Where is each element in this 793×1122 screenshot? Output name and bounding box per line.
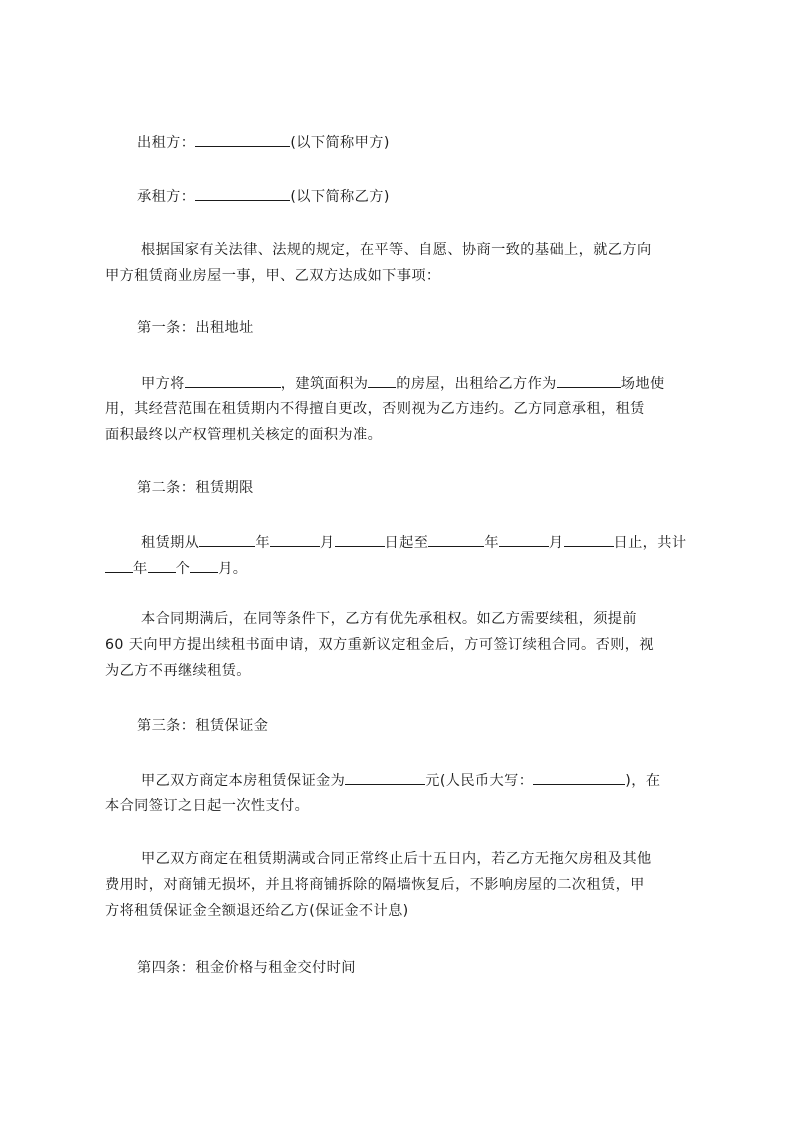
a2-end: 日止，共计 xyxy=(613,535,687,551)
article-3-p2-line-2: 费用时，对商铺无损坏，并且将商铺拆除的隔墙恢复后，不影响房屋的二次租赁，甲 xyxy=(105,877,645,893)
a2-total-year: 年 xyxy=(133,561,148,577)
start-year-blank[interactable] xyxy=(199,532,255,547)
article-1-line-1 xyxy=(105,373,701,394)
total-months-blank[interactable] xyxy=(190,558,218,573)
a1-text-c: 的房屋，出租给乙方作为 xyxy=(396,376,557,392)
a2-year: 年 xyxy=(255,535,270,551)
end-year-blank[interactable] xyxy=(428,532,484,547)
article-3-p2-line-3: 方将租赁保证金全额退还给乙方(保证金不计息) xyxy=(105,903,409,919)
article-4-title: 第四条：租金价格与租金交付时间 xyxy=(137,960,356,976)
end-day-blank[interactable] xyxy=(564,532,614,547)
lessor-line xyxy=(137,132,701,153)
a3-text-a: 甲乙双方商定本房租赁保证金为 xyxy=(141,773,346,789)
a2-year2: 年 xyxy=(484,535,499,551)
preamble-line-1: 根据国家有关法律、法规的规定，在平等、自愿、协商一致的基础上，就乙方向 xyxy=(141,242,652,258)
article-1-line-3: 面积最终以产权管理机关核定的面积为准。 xyxy=(105,427,383,443)
a2-text-from: 租赁期从 xyxy=(141,535,200,551)
article-1-title: 第一条：出租地址 xyxy=(137,320,254,336)
total-years-blank[interactable] xyxy=(105,558,133,573)
article-2-p2-line-1: 本合同期满后，在同等条件下，乙方有优先承租权。如乙方需要续租，须提前 xyxy=(141,611,637,627)
start-day-blank[interactable] xyxy=(335,532,385,547)
a1-text-a: 甲方将 xyxy=(141,376,185,392)
a2-total-month: 月。 xyxy=(218,561,248,577)
a1-text-d: 场地使 xyxy=(620,376,665,392)
a1-text-b: ，建筑面积为 xyxy=(280,376,369,392)
end-month-blank[interactable] xyxy=(499,532,549,547)
lessee-label: 承租方： xyxy=(137,189,196,205)
a2-month2: 月 xyxy=(548,535,564,551)
lessor-label: 出租方： xyxy=(137,135,196,151)
a2-day-to: 日起至 xyxy=(384,535,429,551)
preamble-line-2: 甲方租赁商业房屋一事，甲、乙双方达成如下事项： xyxy=(105,268,441,284)
article-2-title: 第二条：租赁期限 xyxy=(137,480,254,496)
a2-month: 月 xyxy=(319,535,335,551)
lessee-line xyxy=(137,186,701,207)
total-ge-blank[interactable] xyxy=(148,558,176,573)
article-1-line-2: 用，其经营范围在租赁期内不得擅自更改，否则视为乙方违约。乙方同意承租，租赁 xyxy=(105,401,645,417)
a2-total-ge: 个 xyxy=(175,561,191,577)
start-month-blank[interactable] xyxy=(270,532,320,547)
deposit-uppercase-blank[interactable] xyxy=(533,770,625,785)
article-3-title: 第三条：租赁保证金 xyxy=(137,718,269,734)
a3-text-c: )，在 xyxy=(625,773,661,789)
usage-blank[interactable] xyxy=(557,373,621,388)
area-blank[interactable] xyxy=(368,373,396,388)
article-3-p2-line-1: 甲乙双方商定在租赁期满或合同正常终止后十五日内，若乙方无拖欠房租及其他 xyxy=(141,851,652,867)
article-2-p2-line-2: 60 天向甲方提出续租书面申请，双方重新议定租金后，方可签订续租合同。否则，视 xyxy=(105,637,654,653)
lessor-note: (以下简称甲方) xyxy=(290,135,390,151)
deposit-amount-blank[interactable] xyxy=(345,770,425,785)
article-3-line-2: 本合同签订之日起一次性支付。 xyxy=(105,798,310,814)
lessee-note: (以下简称乙方) xyxy=(290,189,390,205)
article-2-line-2 xyxy=(105,558,701,579)
a3-text-b: 元(人民币大写： xyxy=(425,773,534,789)
lessor-blank[interactable] xyxy=(195,132,290,147)
article-2-p2-line-3: 为乙方不再继续租赁。 xyxy=(105,663,251,679)
article-2-line-1 xyxy=(105,532,701,553)
article-3-line-1 xyxy=(105,770,701,791)
address-blank[interactable] xyxy=(185,373,281,388)
lessee-blank[interactable] xyxy=(195,186,290,201)
